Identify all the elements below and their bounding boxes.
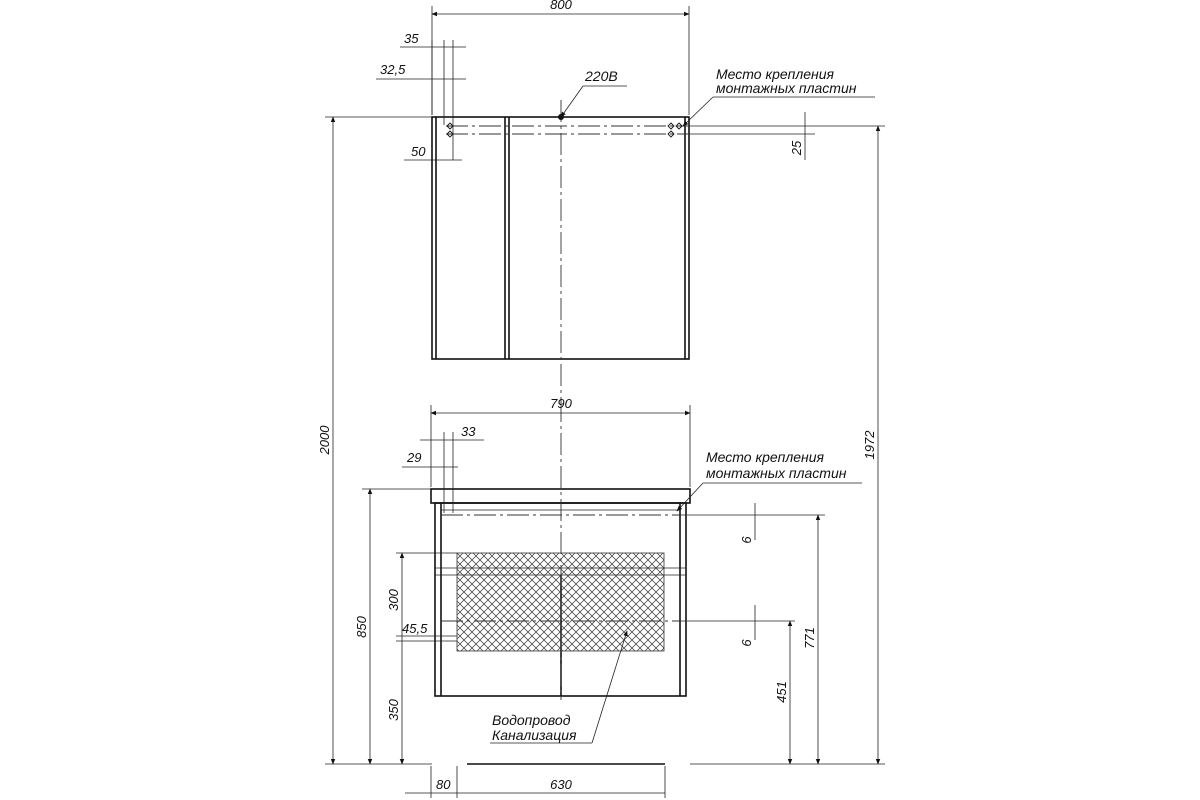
dim-630: 630 bbox=[550, 777, 572, 792]
mounting-holes-top bbox=[447, 123, 682, 137]
dim-25: 25 bbox=[789, 140, 804, 156]
dim-300: 300 bbox=[386, 589, 401, 611]
dim-plate-levels bbox=[680, 503, 825, 764]
dim-33: 33 bbox=[461, 424, 476, 439]
water-supply-label: Водопровод bbox=[492, 712, 571, 728]
dim-35: 35 bbox=[404, 31, 419, 46]
mount-bottom-line1: Место крепления bbox=[706, 449, 825, 465]
mirror-cabinet bbox=[432, 100, 690, 400]
dim-vanity-width bbox=[431, 396, 690, 487]
dim-right-height bbox=[690, 126, 885, 764]
service-zone-hatch bbox=[457, 553, 664, 651]
dim-1972: 1972 bbox=[862, 430, 877, 460]
dim-niche bbox=[386, 553, 457, 764]
power-label: 220В bbox=[585, 68, 618, 84]
mount-callout-top bbox=[683, 66, 875, 126]
dim-800: 800 bbox=[550, 0, 572, 12]
mount-bottom-line2: монтажных пластин bbox=[706, 465, 847, 481]
power-callout bbox=[561, 68, 627, 117]
mount-top-line2: монтажных пластин bbox=[716, 80, 857, 96]
dim-total-height bbox=[317, 117, 432, 764]
dim-29: 29 bbox=[407, 450, 422, 465]
mount-top-line1: Место крепления bbox=[716, 66, 835, 82]
dim-hole-drop bbox=[690, 112, 815, 160]
dim-771: 771 bbox=[802, 627, 817, 649]
dim-6-bottom: 6 bbox=[739, 639, 754, 647]
dim-850: 850 bbox=[354, 616, 369, 638]
dim-2000: 2000 bbox=[317, 425, 332, 455]
vanity-unit bbox=[431, 400, 690, 764]
dim-mirror-width bbox=[432, 0, 689, 115]
dim-790: 790 bbox=[550, 396, 572, 411]
dim-6-top: 6 bbox=[739, 536, 754, 544]
dim-80: 80 bbox=[436, 777, 451, 792]
dim-50: 50 bbox=[411, 144, 426, 159]
dim-32-5: 32,5 bbox=[380, 62, 406, 77]
dim-45-5: 45,5 bbox=[402, 621, 428, 636]
mount-callout-bottom bbox=[677, 449, 862, 511]
dim-350: 350 bbox=[386, 699, 401, 721]
dim-451: 451 bbox=[774, 681, 789, 703]
dim-bottom-widths bbox=[405, 766, 665, 798]
dim-hole-offsets bbox=[376, 31, 466, 160]
dim-vanity-offsets bbox=[402, 424, 484, 513]
sewage-label: Канализация bbox=[492, 727, 577, 743]
